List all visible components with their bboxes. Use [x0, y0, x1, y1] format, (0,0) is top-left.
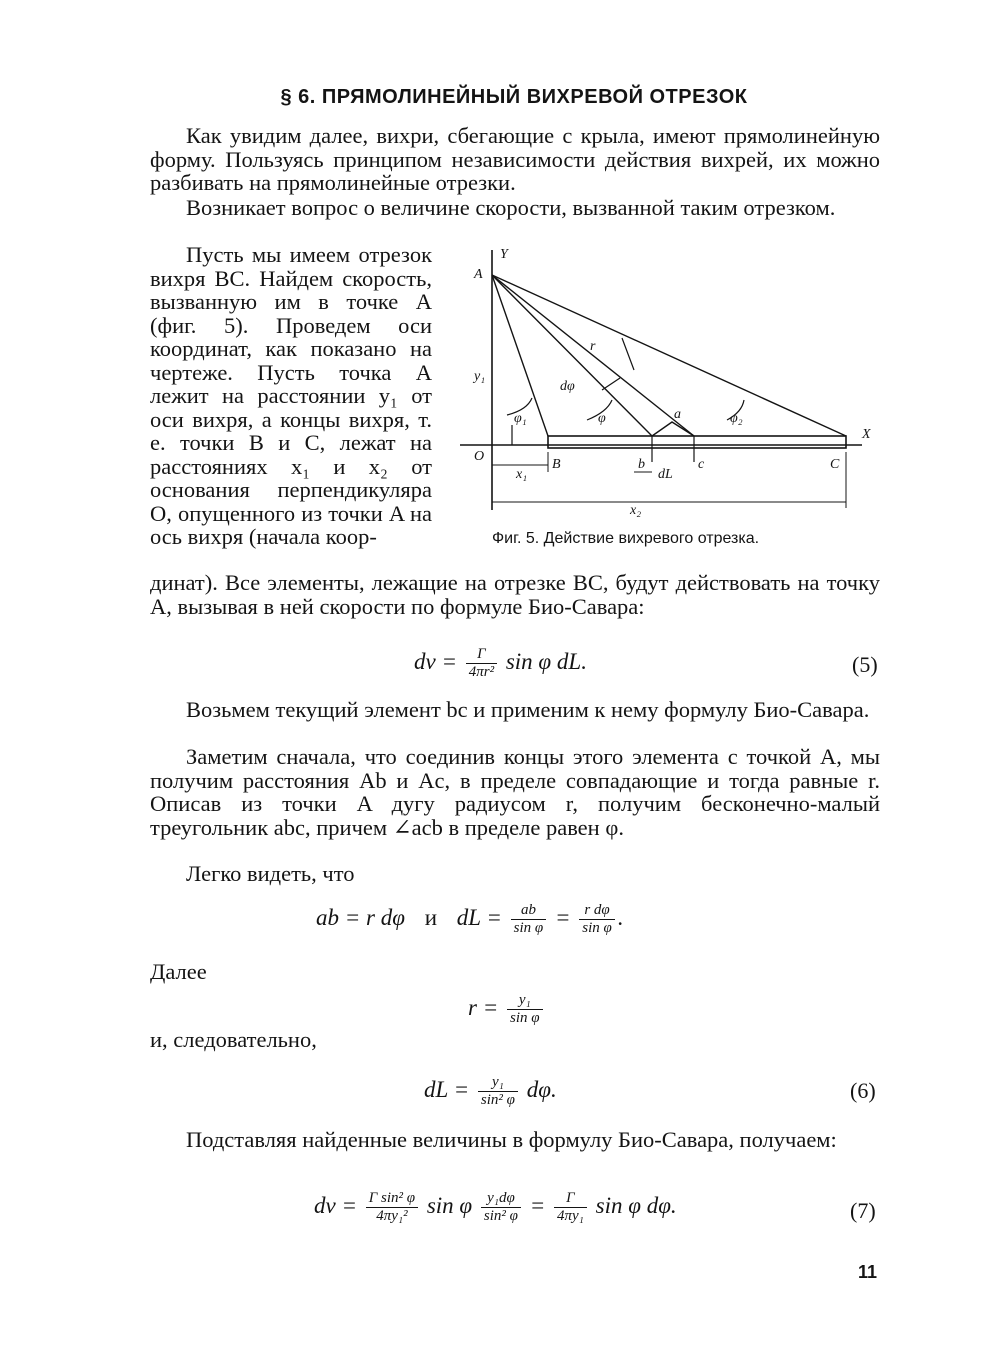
label-phi1: φ₁	[514, 411, 527, 426]
equation-r: r = $\frac{\text{y₁}}{\text{sin φ}}$	[468, 992, 546, 1027]
paragraph-1: Как увидим далее, вихри, сбегающие с крыла, имеют прямолинейную форму. Пользуясь принципом независимости действия вихрей, их можно разбивать на прямолинейные отрезки.	[150, 123, 880, 195]
label-O: O	[474, 449, 485, 464]
label-r: r	[590, 339, 596, 354]
label-a: a	[674, 407, 681, 422]
label-A: A	[474, 267, 483, 282]
label-B: B	[552, 457, 561, 472]
paragraph-9: Подставляя найденные величины в формулу Био-Савара, получаем:	[186, 1127, 837, 1152]
paragraph-7: Далее	[150, 959, 207, 984]
label-x2: x₂	[630, 503, 642, 518]
equation-6: dL = $\frac{\text{y₁}}{\text{sin² φ}}$ dφ.	[424, 1074, 557, 1108]
paragraph-5: Заметим сначала, что соединив концы этого элемента с точкой A, мы получим расстояния Ab и Ac, в пределе совпадающие и тогда равные r. Описав из точки A дугу радиусом r, получим бесконечно-малый треугольник abc, причем ∠acb в пределе равен φ.	[150, 744, 880, 840]
equation-ab: ab = r dφ и dL = $\frac{ab}{\text{sin φ}}$ = $\frac{\text{r dφ}}{\text{sin φ}}$ .	[316, 902, 624, 936]
equation-7: dv = $\frac{\text{Γ sin² φ}}{\text{4πy₁²}}$ sin φ $\frac{\text{y₁dφ}}{\text{sin² φ}}$ = $\frac{\Gamma}{\text{4πy₁}}$ sin φ dφ.	[314, 1190, 677, 1224]
label-C: C	[830, 457, 840, 472]
label-Y: Y	[500, 247, 508, 262]
paragraph-8: и, следовательно,	[150, 1027, 317, 1052]
paragraph-3: Пусть мы имеем отрезок вихря BC. Найдем скорость, вызванную им в точке A (фиг. 5). Проведем оси координат, как показано на чертеже. Пусть точка A лежит на расстоянии y₁ от оси вихря, а концы вихря, т. е. точки B и C, лежат на расстояниях x₁ и x₂ от основания перпендикуляра O, опущенного из точки A на ось вихря (начала коор-	[150, 242, 432, 549]
page-number: 11	[858, 1262, 878, 1282]
vortex-segment	[548, 436, 846, 448]
equation-7-number: (7)	[850, 1198, 876, 1223]
label-phi: φ	[598, 411, 606, 426]
vortex-segment-figure	[452, 240, 882, 530]
equation-5: dv = $\frac{\Gamma}{\text{4πr²}}$ sin φ dL.	[414, 646, 587, 680]
figure-caption: Фиг. 5. Действие вихревого отрезка.	[492, 530, 760, 547]
section-heading: § 6. ПРЯМОЛИНЕЙНЫЙ ВИХРЕВОЙ ОТРЕЗОК	[280, 86, 748, 108]
equation-6-number: (6)	[850, 1078, 876, 1103]
label-y1: y₁	[474, 369, 486, 384]
label-c: c	[698, 457, 705, 472]
paragraph-2: Возникает вопрос о величине скорости, вызванной таким отрезком.	[186, 195, 836, 220]
label-x1: x₁	[516, 467, 528, 482]
label-dphi: dφ	[560, 379, 575, 394]
paragraph-4: Возьмем текущий элемент bc и применим к нему формулу Био-Савара.	[186, 697, 870, 722]
label-phi2: φ₂	[730, 411, 743, 426]
equation-5-number: (5)	[852, 652, 878, 677]
label-X: X	[862, 427, 871, 442]
paragraph-3-continued: динат). Все элементы, лежащие на отрезке BC, будут действовать на точку A, вызывая в ней скорости по формуле Био-Савара:	[150, 570, 880, 619]
paragraph-6: Легко видеть, что	[186, 861, 355, 886]
label-b: b	[638, 457, 645, 472]
label-dL: dL	[658, 467, 673, 482]
